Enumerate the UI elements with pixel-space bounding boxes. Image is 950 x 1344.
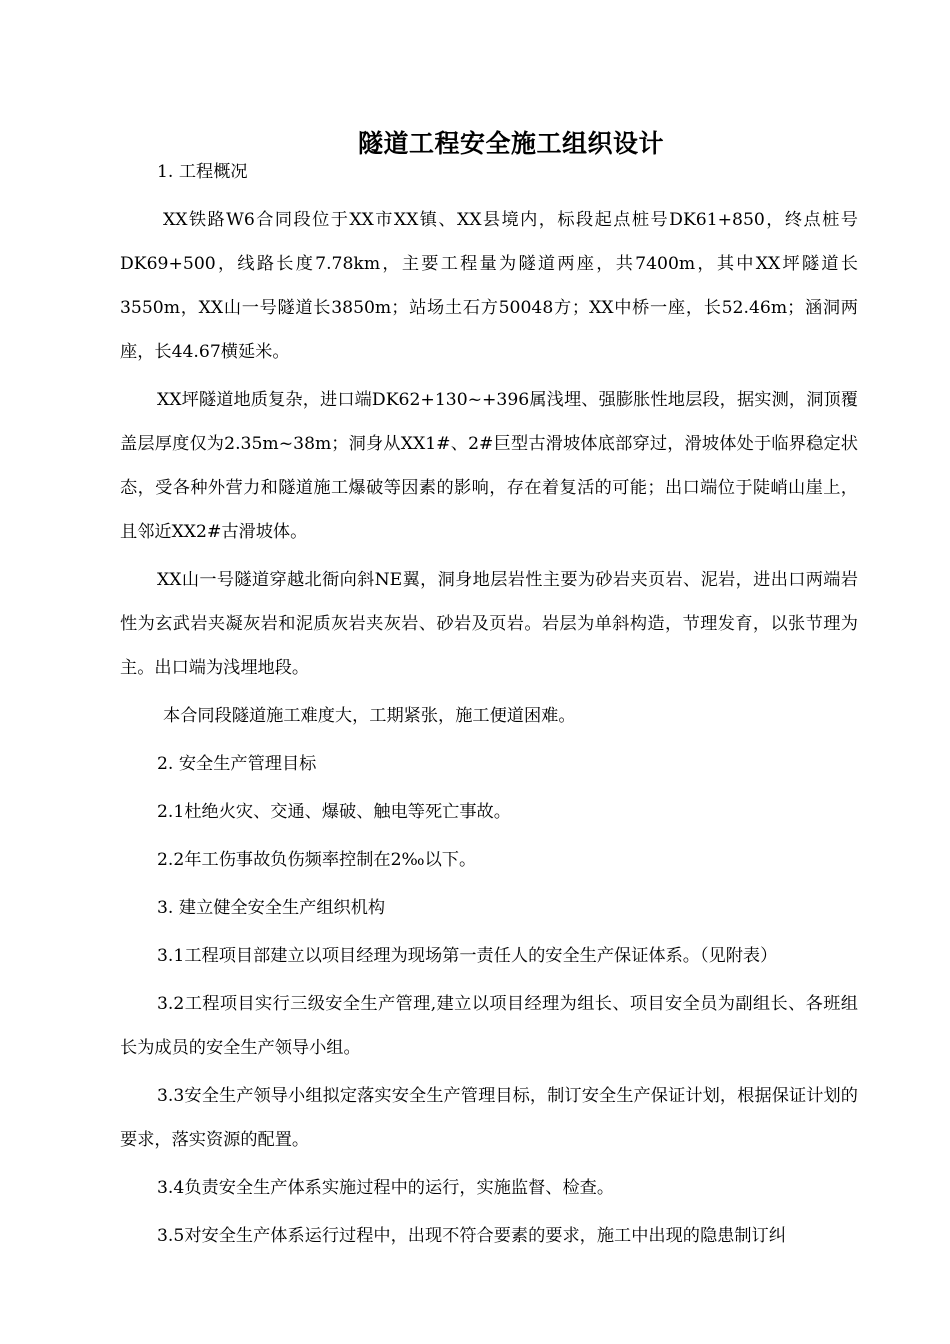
- item-2-2: 2.2年工伤事故负伤频率控制在2‰以下。: [157, 850, 477, 870]
- section-3-heading: 3. 建立健全安全生产组织机构: [157, 898, 386, 918]
- item-3-2: 3.2工程项目实行三级安全生产管理,建立以项目经理为组长、项目安全员为副组长、各班组长为成员的安全生产领导小组。: [120, 994, 858, 1058]
- paragraph-difficulty: 本合同段隧道施工难度大，工期紧张，施工便道困难。: [163, 706, 576, 726]
- item-3-1: 3.1工程项目部建立以项目经理为现场第一责任人的安全生产保证体系。（见附表）: [157, 946, 778, 966]
- item-3-5: 3.5对安全生产体系运行过程中，出现不符合要素的要求，施工中出现的隐患制订纠: [157, 1226, 786, 1246]
- section-2-heading: 2. 安全生产管理目标: [157, 754, 317, 774]
- document-body: [120, 150, 858, 1258]
- item-3-4: 3.4负责安全生产体系实施过程中的运行，实施监督、检查。: [157, 1178, 615, 1198]
- paragraph-overview: XX铁路W6合同段位于XX市XX镇、XX县境内，标段起点桩号DK61+850，终点桩号DK69+500，线路长度7.78km，主要工程量为隧道两座，共7400m，其中XX坪隧道长3550m，XX山一号隧道长3850m；站场土石方50048方；XX中桥一座，长52.46m；涵洞两座，长44.67横延米。: [120, 210, 858, 362]
- document-title: 隧道工程安全施工组织设计: [357, 129, 664, 158]
- paragraph-xx-mountain-tunnel: XX山一号隧道穿越北衙向斜NE翼，洞身地层岩性主要为砂岩夹页岩、泥岩，进出口两端岩性为玄武岩夹凝灰岩和泥质灰岩夹灰岩、砂岩及页岩。岩层为单斜构造，节理发育，以张节理为主。出口端为浅埋地段。: [120, 570, 858, 678]
- section-1-heading: 1. 工程概况: [157, 162, 248, 182]
- item-2-1: 2.1杜绝火灾、交通、爆破、触电等死亡事故。: [157, 802, 511, 822]
- paragraph-xx-ping-tunnel: XX坪隧道地质复杂，进口端DK62+130~+396属浅埋、强膨胀性地层段，据实测，洞顶覆盖层厚度仅为2.35m~38m；洞身从XX1#、2#巨型古滑坡体底部穿过，滑坡体处于临界稳定状态，受各种外营力和隧道施工爆破等因素的影响，存在着复活的可能；出口端位于陡峭山崖上，且邻近XX2#古滑坡体。: [120, 390, 858, 542]
- item-3-3: 3.3安全生产领导小组拟定落实安全生产管理目标，制订安全生产保证计划，根据保证计划的要求，落实资源的配置。: [120, 1086, 858, 1150]
